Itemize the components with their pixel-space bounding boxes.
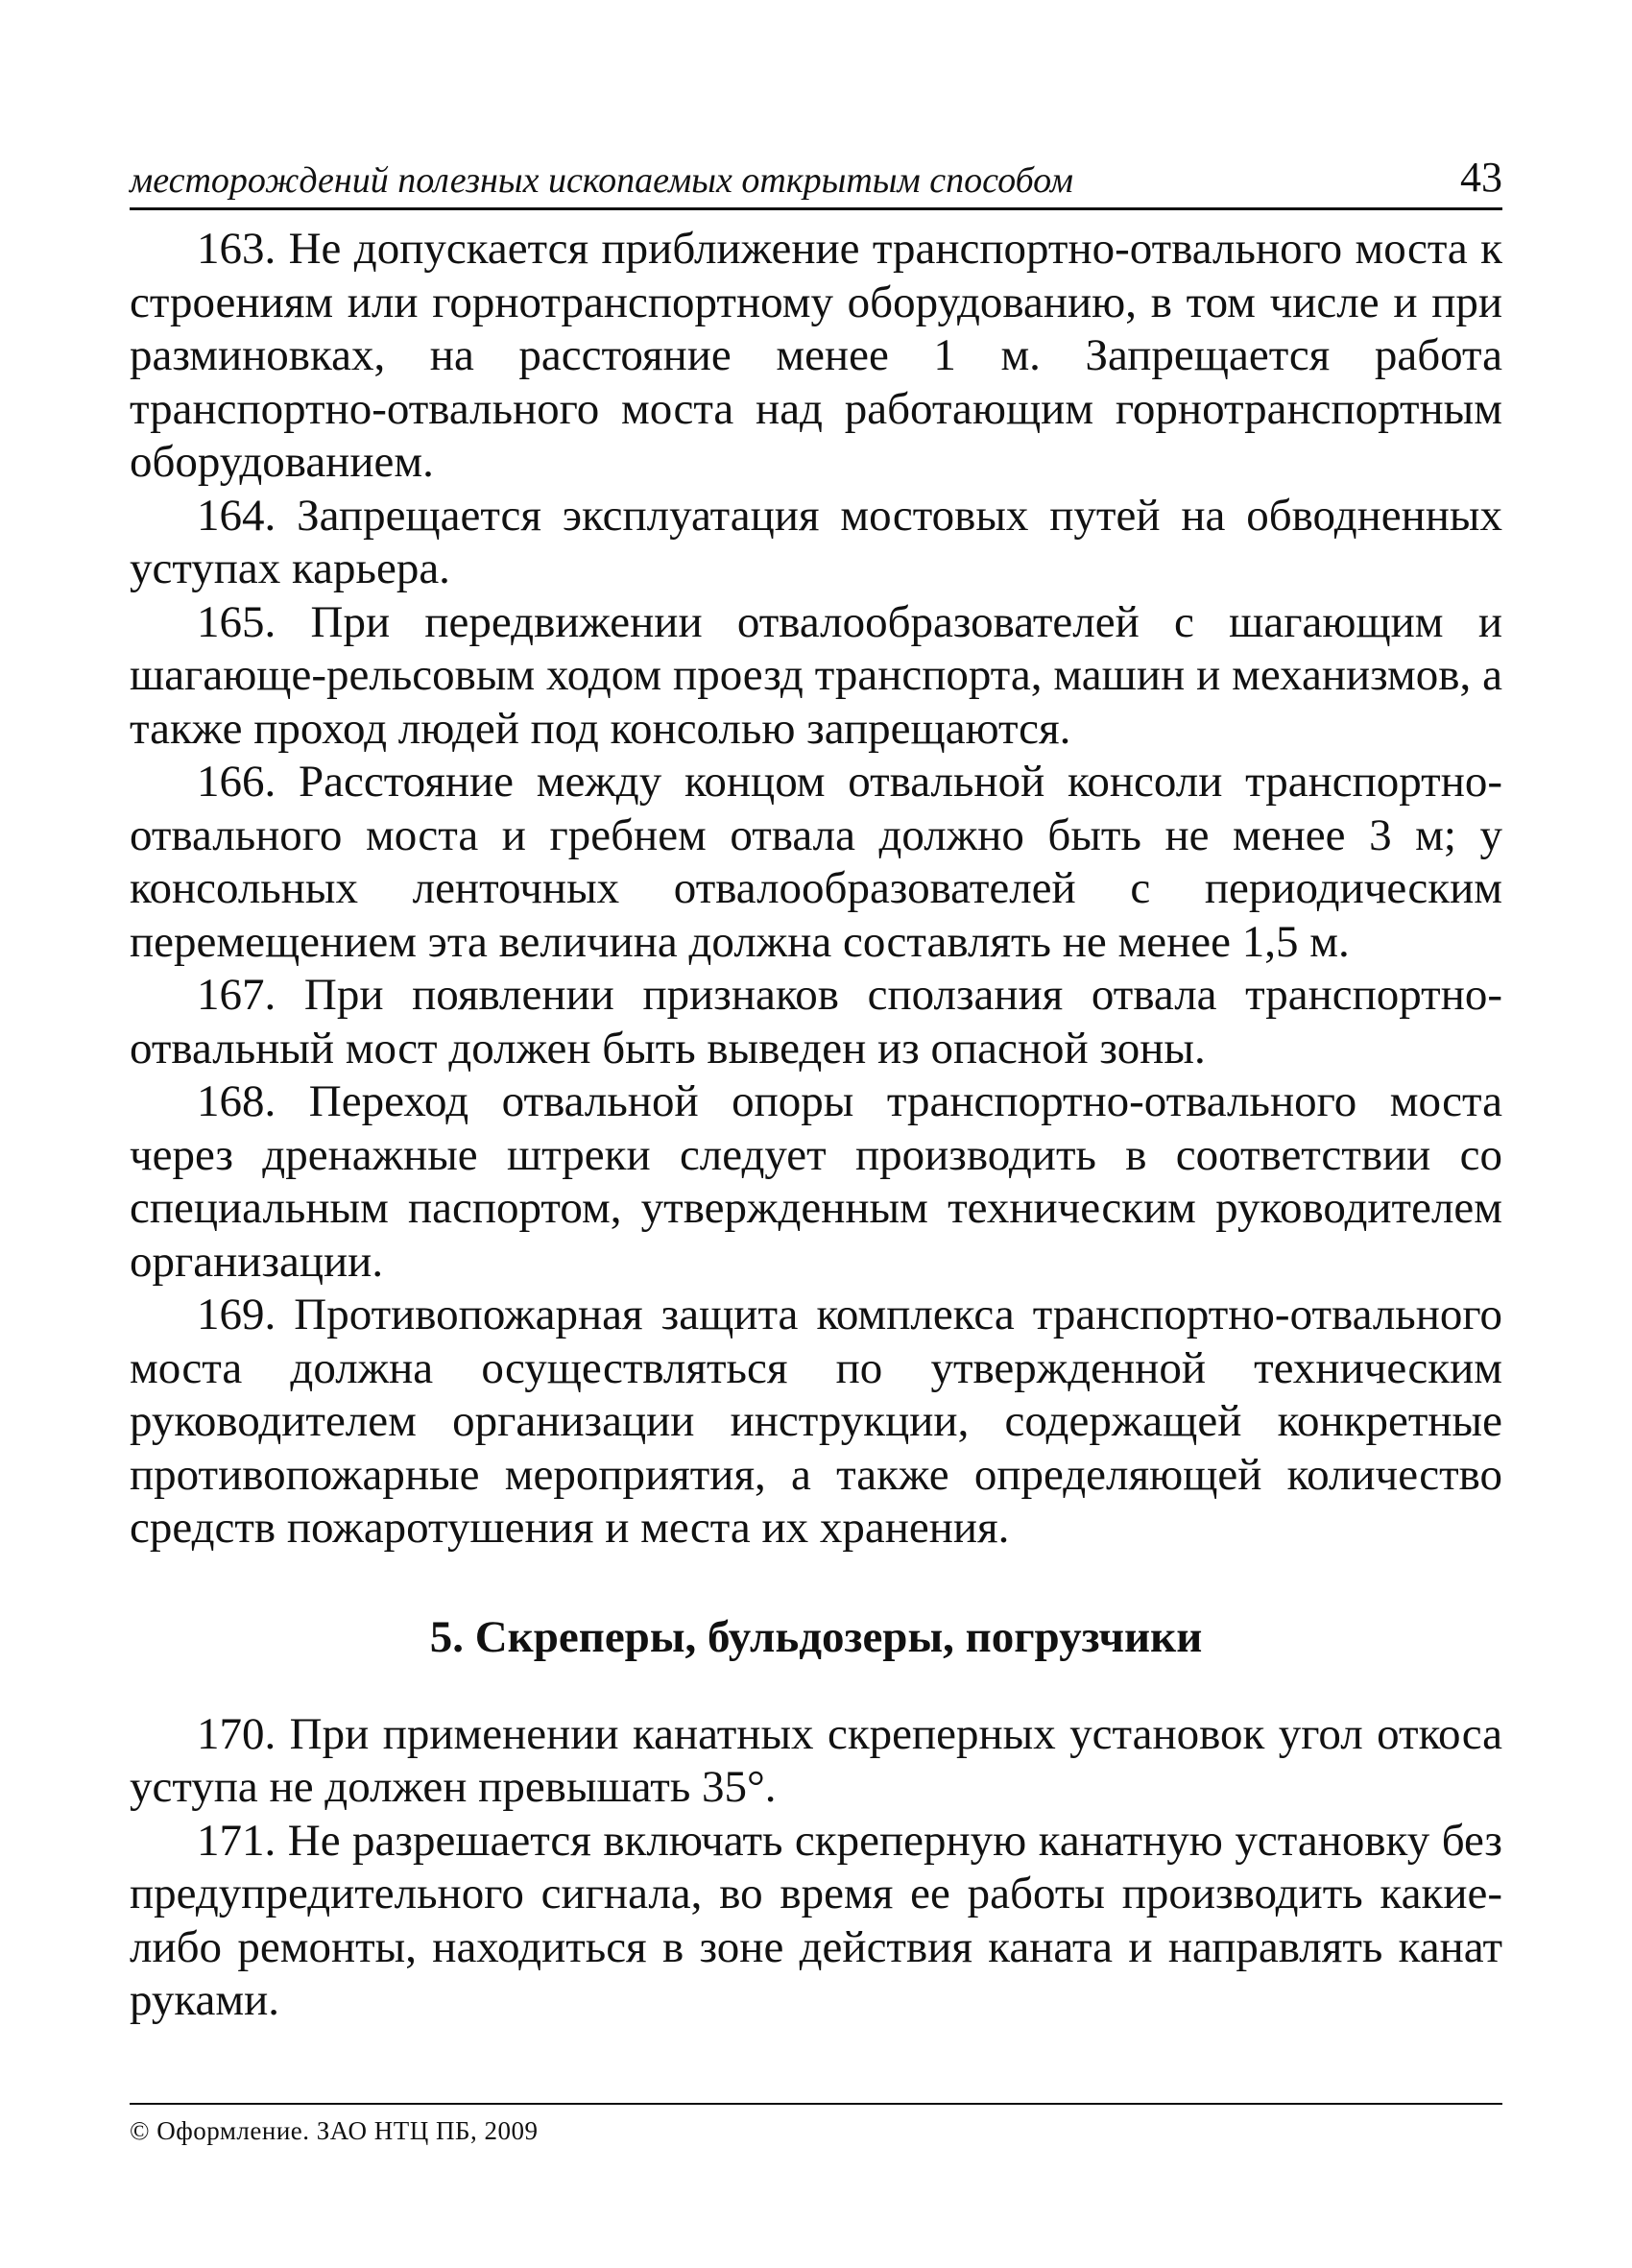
page-body bbox=[130, 223, 1502, 2028]
paragraph-168: 168. Переход отвальной опоры транспортно-отвального моста через дренажные штреки следует производить в соответствии со специальным паспортом, утвержденным техническим руководителем организации. bbox=[130, 1076, 1502, 1287]
paragraph-164: 164. Запрещается эксплуатация мостовых путей на обводненных уступах карьера. bbox=[130, 490, 1502, 593]
page-footer bbox=[130, 2103, 1502, 2146]
section-heading: 5. Скреперы, бульдозеры, погрузчики bbox=[429, 1611, 1203, 1662]
running-header bbox=[130, 156, 1502, 210]
paragraph-170: 170. При применении канатных скреперных установок угол откоса уступа не должен превышать 35°. bbox=[130, 1708, 1502, 1812]
paragraph-165: 165. При передвижении отвалообразователей с шагающим и шагающе-рельсовым ходом проезд транспорта, машин и механизмов, а также проход людей под консолью запрещаются. bbox=[130, 596, 1502, 754]
page-number: 43 bbox=[1460, 154, 1502, 201]
paragraph-169: 169. Противопожарная защита комплекса транспортно-отвального моста должна осуществляться по утвержденной техническим руководителем организации инструкции, содержащей конкретные противопожарные мероприятия, а также определяющей количество средств пожаротушения и места их хранения. bbox=[130, 1290, 1502, 1553]
paragraph-163: 163. Не допускается приближение транспортно-отвального моста к строениям или горнотранспортному оборудованию, в том числе и при разминовках, на расстояние менее 1 м. Запрещается работа транспортно-отвального моста над работающим горнотранспортным оборудованием. bbox=[130, 224, 1502, 487]
paragraph-171: 171. Не разрешается включать скреперную канатную установку без предупредительного сигнала, во время ее работы производить какие-либо ремонты, находиться в зоне действия каната и направлять канат руками. bbox=[130, 1815, 1502, 2025]
paragraph-167: 167. При появлении признаков сползания отвала транспортно-отвальный мост должен быть выведен из опасной зоны. bbox=[130, 970, 1502, 1074]
running-title: месторождений полезных ископаемых открытым способом bbox=[130, 160, 1073, 201]
copyright-notice: © Оформление. ЗАО НТЦ ПБ, 2009 bbox=[130, 2116, 539, 2145]
paragraph-166: 166. Расстояние между концом отвальной консоли транспортно-отвального моста и гребнем отвала должно быть не менее 3 м; у консольных ленточных отвалообразователей с периодическим перемещением эта величина должна составлять не менее 1,5 м. bbox=[130, 757, 1502, 967]
